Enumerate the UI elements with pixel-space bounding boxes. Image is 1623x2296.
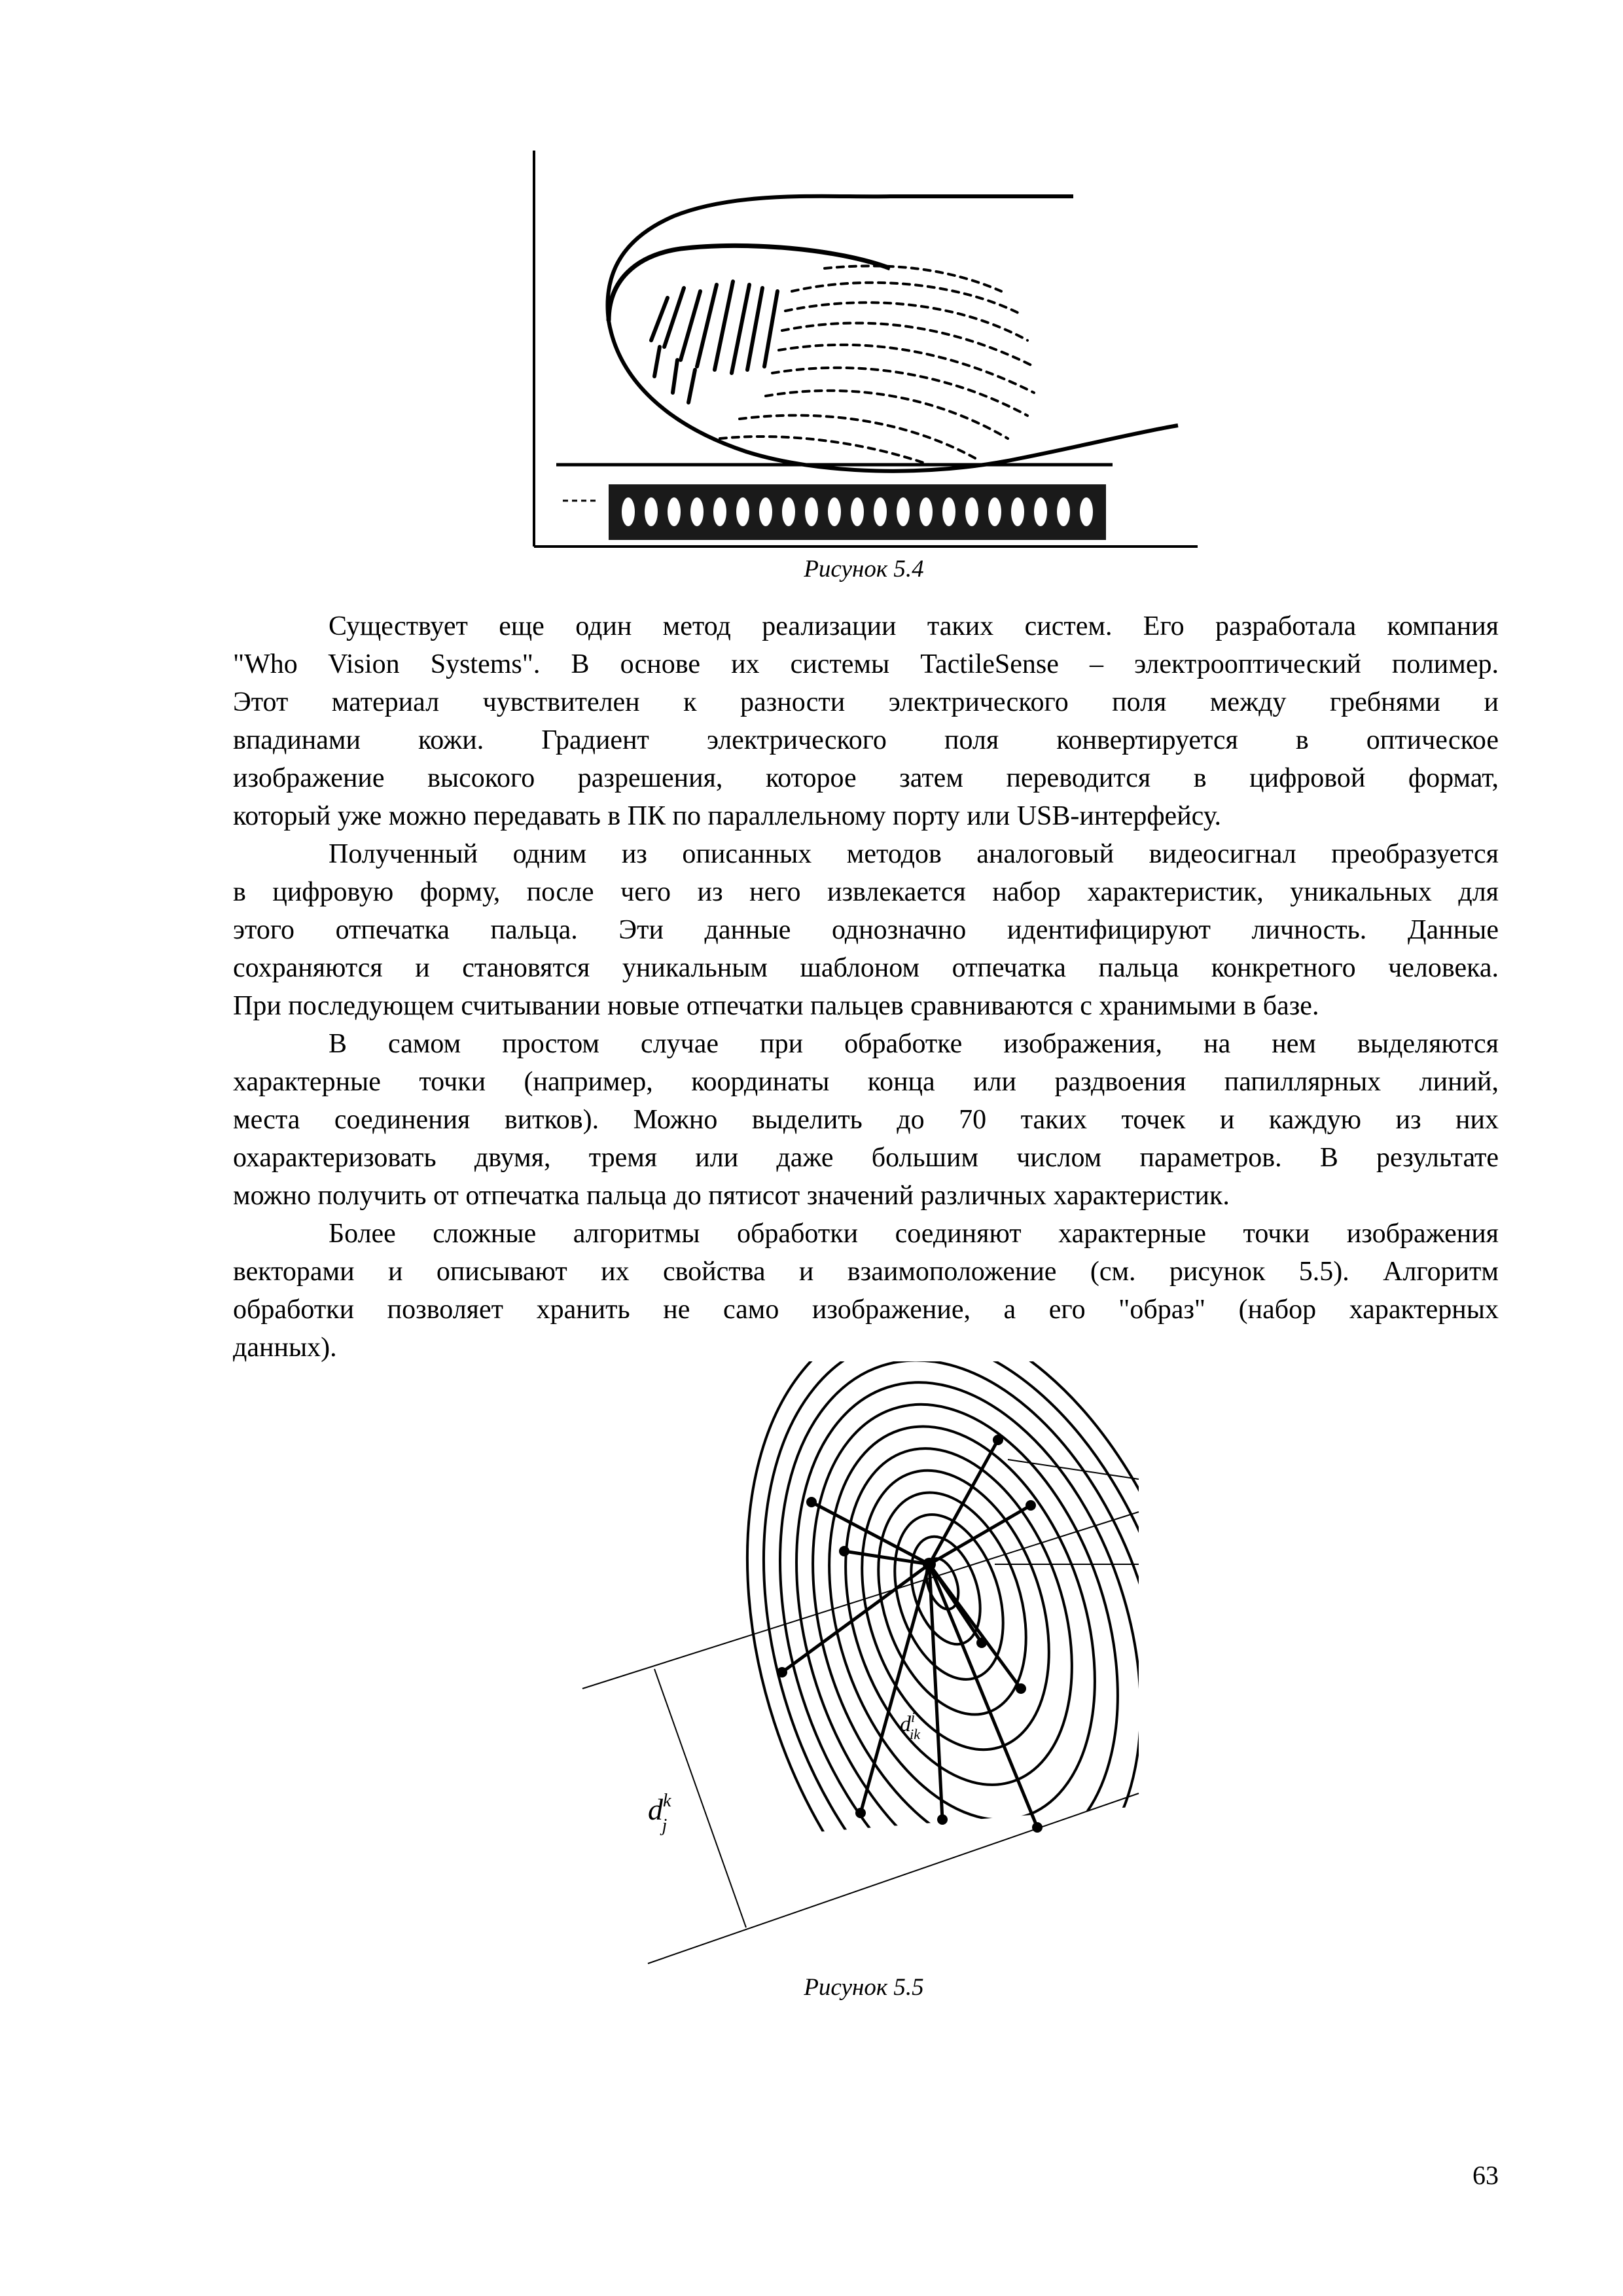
minutia-point bbox=[806, 1497, 817, 1507]
finger-sensor-figure bbox=[524, 151, 1204, 556]
inner-distance-label: $d^i$ ik bbox=[900, 1709, 921, 1742]
minutia-point bbox=[777, 1667, 787, 1677]
text-line: этого отпечатка пальца. Эти данные однозначно идентифицируют личность. Данные bbox=[233, 915, 1499, 945]
minutia-point bbox=[855, 1808, 866, 1818]
figure-caption: Рисунок 5.4 bbox=[804, 556, 924, 583]
fingerprint-vector-figure bbox=[576, 1361, 1165, 1977]
minutia-point bbox=[839, 1546, 849, 1556]
text-line: Существует еще один метод реализации таких систем. Его разработала компания bbox=[329, 611, 1499, 641]
outer-distance-label: $d^k$ j bbox=[648, 1791, 671, 1836]
paragraph bbox=[233, 835, 1499, 1025]
finger-outline-icon bbox=[607, 196, 1178, 471]
text-line: Полученный одним из описанных методов аналоговый видеосигнал преобразуется bbox=[329, 839, 1499, 869]
text-line: данных). bbox=[233, 1333, 337, 1363]
text-line: Этот материал чувствителен к разности электрического поля между гребнями и bbox=[233, 687, 1499, 717]
figure-caption: Рисунок 5.5 bbox=[804, 1974, 924, 2001]
reference-lines bbox=[582, 1460, 1139, 1964]
minutia-point bbox=[1016, 1683, 1026, 1694]
minutia-point bbox=[1026, 1500, 1036, 1511]
text-line: можно получить от отпечатка пальца до пятисот значений различных характеристик. bbox=[233, 1181, 1230, 1211]
page-number: 63 bbox=[1472, 2161, 1499, 2190]
text-line: В самом простом случае при обработке изображения, на нем выделяются bbox=[329, 1029, 1499, 1059]
text-line: места соединения витков). Можно выделить до 70 таких точек и каждую из них bbox=[233, 1105, 1499, 1135]
text-line: изображение высокого разрешения, которое затем переводится в цифровой формат, bbox=[233, 763, 1499, 793]
text-line: который уже можно передавать в ПК по параллельному порту или USB-интерфейсу. bbox=[233, 801, 1222, 831]
text-line: сохраняются и становятся уникальным шаблоном отпечатка пальца конкретного человека. bbox=[233, 953, 1499, 983]
minutia-point bbox=[1032, 1822, 1043, 1833]
paragraph bbox=[233, 1215, 1499, 1367]
text-line: впадинами кожи. Градиент электрического поля конвертируется в оптическое bbox=[233, 725, 1499, 755]
minutia-point bbox=[993, 1435, 1003, 1445]
text-line: Более сложные алгоритмы обработки соединяют характерные точки изображения bbox=[329, 1219, 1499, 1249]
text-line: обработки позволяет хранить не само изображение, а его "образ" (набор характерных bbox=[233, 1295, 1499, 1325]
text-line: в цифровую форму, после чего из него извлекается набор характеристик, уникальных для bbox=[233, 877, 1499, 907]
text-line: охарактеризовать двумя, тремя или даже большим числом параметров. В результате bbox=[233, 1143, 1499, 1173]
paragraph bbox=[233, 607, 1499, 835]
sensor-plate-icon bbox=[556, 465, 1113, 540]
fingerprint-ridges-icon bbox=[666, 1257, 1291, 2055]
text-line: При последующем считывании новые отпечатки пальцев сравниваются с хранимыми в базе. bbox=[233, 991, 1319, 1021]
text-line: векторами и описывают их свойства и взаимоположение (см. рисунок 5.5). Алгоритм bbox=[233, 1257, 1499, 1287]
minutia-point bbox=[976, 1638, 987, 1648]
minutia-point bbox=[937, 1814, 948, 1825]
text-line: характерные точки (например, координаты конца или раздвоения папиллярных линий, bbox=[233, 1067, 1499, 1097]
minutia-point bbox=[923, 1558, 936, 1571]
paragraph bbox=[233, 1025, 1499, 1215]
text-line: "Who Vision Systems". В основе их системы TactileSense – электрооптический полимер. bbox=[233, 649, 1499, 679]
